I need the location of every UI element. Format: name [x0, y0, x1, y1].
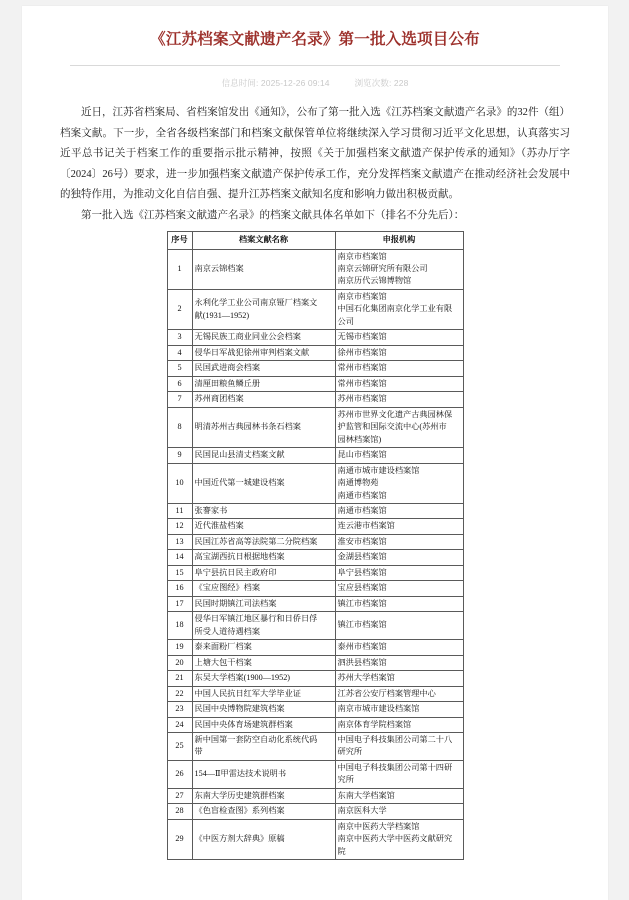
column-header-name: 档案文献名称 [192, 232, 335, 249]
cell-organization [335, 565, 463, 580]
organization-line: 连云港市档案馆 [337, 521, 395, 531]
cell-organization [335, 448, 463, 463]
organization-line: 南通市城市建设档案馆 [337, 465, 420, 475]
table-row [167, 733, 463, 761]
table-row [167, 249, 463, 289]
document-name-line: 新中国第一套防空自动化系统代码 [194, 735, 318, 744]
organization-line: 无锡市档案馆 [337, 332, 387, 342]
cell-organization [335, 407, 463, 447]
cell-index: 3 [167, 330, 192, 345]
organization-line: 镇江市档案馆 [337, 620, 387, 630]
cell-index: 6 [167, 376, 192, 391]
cell-document-name [192, 519, 335, 534]
cell-document-name [192, 407, 335, 447]
cell-organization [335, 819, 463, 859]
table-row [167, 565, 463, 580]
document-name-line: 东南大学历史建筑群档案 [194, 790, 285, 800]
heritage-listing-table [167, 231, 464, 860]
document-name-line: 永利化学工业公司南京铔厂档案文 [194, 298, 318, 308]
document-name-line: 献(1931—1952) [194, 310, 250, 320]
table-row [167, 596, 463, 611]
document-name-line: 所受人道待遇档案 [194, 626, 261, 636]
document-name-line: 《色盲检查图》系列档案 [194, 806, 285, 816]
cell-organization [335, 503, 463, 518]
table-row [167, 392, 463, 407]
organization-line: 中国电子科技集团公司第十四研 [337, 762, 453, 772]
cell-organization [335, 717, 463, 732]
cell-document-name [192, 640, 335, 655]
cell-document-name [192, 788, 335, 803]
cell-document-name [192, 376, 335, 391]
organization-line: 泗洪县档案馆 [337, 657, 387, 667]
organization-line: 苏州大学档案馆 [337, 673, 395, 683]
cell-document-name [192, 565, 335, 580]
organization-line: 东南大学档案馆 [337, 790, 395, 800]
cell-index: 11 [167, 503, 192, 518]
cell-document-name [192, 671, 335, 686]
publish-time-value: 2025-12-26 09:14 [260, 78, 330, 89]
column-header-index: 序号 [167, 232, 192, 249]
cell-index: 24 [167, 717, 192, 732]
document-name-line: 民国中央博物院建筑档案 [194, 704, 285, 714]
organization-line: 究所 [337, 775, 354, 785]
document-name-line: 中国近代第一城建设档案 [194, 478, 285, 488]
view-count-value: 228 [393, 78, 409, 89]
organization-line: 阜宁县档案馆 [337, 567, 387, 577]
cell-organization [335, 289, 463, 329]
table-row [167, 463, 463, 503]
cell-index: 9 [167, 448, 192, 463]
table-row [167, 550, 463, 565]
cell-index: 23 [167, 702, 192, 717]
page-title: 《江苏档案文献遗产名录》第一批入选项目公布 [150, 31, 480, 48]
table-header-row [167, 232, 463, 249]
cell-organization [335, 596, 463, 611]
document-name-line: 《中医方剂大辞典》原稿 [194, 834, 285, 844]
table-row [167, 612, 463, 640]
organization-line: 昆山市档案馆 [337, 450, 387, 460]
cell-document-name [192, 655, 335, 670]
table-row [167, 289, 463, 329]
table-row [167, 345, 463, 360]
organization-line: 院 [337, 846, 346, 856]
table-row [167, 655, 463, 670]
cell-index: 15 [167, 565, 192, 580]
organization-line: 泰州市档案馆 [337, 642, 387, 652]
document-name-line: 张謇家书 [194, 505, 228, 515]
cell-organization [335, 249, 463, 289]
cell-index: 8 [167, 407, 192, 447]
cell-document-name [192, 448, 335, 463]
cell-organization [335, 804, 463, 819]
cell-document-name [192, 392, 335, 407]
organization-line: 常州市档案馆 [337, 378, 387, 388]
cell-index: 17 [167, 596, 192, 611]
organization-line: 江苏省公安厅档案管理中心 [337, 688, 436, 698]
organization-line: 镇江市档案馆 [337, 598, 387, 608]
cell-index: 20 [167, 655, 192, 670]
document-name-line: 无锡民族工商业同业公会档案 [194, 332, 301, 342]
document-name-line: 南京云锦档案 [194, 264, 244, 273]
organization-line: 金湖县档案馆 [337, 552, 387, 562]
cell-index: 26 [167, 760, 192, 788]
cell-document-name [192, 686, 335, 701]
cell-organization [335, 463, 463, 503]
cell-document-name [192, 361, 335, 376]
article-meta [60, 77, 570, 89]
cell-index: 28 [167, 804, 192, 819]
cell-index: 27 [167, 788, 192, 803]
cell-document-name [192, 819, 335, 859]
cell-organization [335, 655, 463, 670]
document-name-line: 民国武进商会档案 [194, 363, 261, 373]
article-body [60, 103, 570, 226]
organization-line: 研究所 [337, 747, 363, 757]
cell-organization [335, 519, 463, 534]
document-name-line: 上塘大包干档案 [194, 657, 252, 667]
table-row [167, 819, 463, 859]
organization-line: 苏州市世界文化遗产古典园林保 [337, 409, 453, 419]
cell-organization [335, 330, 463, 345]
cell-organization [335, 612, 463, 640]
table-row [167, 330, 463, 345]
cell-document-name [192, 733, 335, 761]
cell-index: 12 [167, 519, 192, 534]
cell-index: 21 [167, 671, 192, 686]
organization-line: 护监管和国际交流中心(苏州市 [337, 422, 447, 432]
cell-index: 7 [167, 392, 192, 407]
cell-organization [335, 392, 463, 407]
table-row [167, 804, 463, 819]
organization-line: 南京体育学院档案馆 [337, 719, 412, 729]
cell-document-name [192, 345, 335, 360]
body-paragraph-1: 近日，江苏省档案局、省档案馆发出《通知》，公布了第一批入选《江苏档案文献遗产名录》的32件（组）档案文献。下一步，全省各级档案部门和档案文献保管单位将继续深入学习贯彻习近平文化思想，认真落实习近平总书记关于档案工作的重要指示批示精神，按照《关于加强档案文献遗产保护传承的通知》（苏办厅字〔2024〕26号）要求，进一步加强档案文献遗产保护传承工作，充分发挥档案文献遗产在推动经济社会发展中的独特作用，为推动文化自信自强、提升江苏档案文献知名度和影响力做出积极贡献。 [60, 107, 570, 201]
cell-index: 10 [167, 463, 192, 503]
cell-document-name [192, 596, 335, 611]
table-row [167, 448, 463, 463]
article-card [22, 6, 608, 900]
cell-organization [335, 345, 463, 360]
cell-document-name [192, 804, 335, 819]
cell-index: 29 [167, 819, 192, 859]
cell-document-name [192, 330, 335, 345]
cell-index: 5 [167, 361, 192, 376]
organization-line: 淮安市档案馆 [337, 536, 387, 546]
cell-organization [335, 760, 463, 788]
organization-line: 中国电子科技集团公司第二十八 [337, 735, 453, 744]
cell-organization [335, 671, 463, 686]
document-name-line: 民国时期镇江司法档案 [194, 598, 277, 608]
cell-index: 19 [167, 640, 192, 655]
organization-line: 园林档案馆) [337, 434, 382, 444]
cell-document-name [192, 612, 335, 640]
table-row [167, 361, 463, 376]
document-name-line: 民国中央体育场建筑群档案 [194, 719, 293, 729]
table-row [167, 760, 463, 788]
listing-table-zone [60, 231, 570, 860]
cell-organization [335, 702, 463, 717]
cell-document-name [192, 249, 335, 289]
organization-line: 南京云锦研究所有限公司 [337, 264, 428, 273]
cell-organization [335, 534, 463, 549]
document-name-line: 带 [194, 747, 203, 757]
cell-document-name [192, 534, 335, 549]
organization-line: 南京历代云锦博物馆 [337, 276, 412, 286]
cell-document-name [192, 581, 335, 596]
cell-index: 4 [167, 345, 192, 360]
publish-time-label: 信息时间: [221, 78, 259, 89]
organization-line: 公司 [337, 316, 354, 326]
document-name-line: 侵华日军镇江地区暴行和日侨日俘 [194, 614, 318, 624]
organization-line: 南京医科大学 [337, 806, 387, 816]
document-name-line: 清厘田粮鱼鳞丘册 [194, 378, 261, 388]
cell-organization [335, 376, 463, 391]
document-name-line: 苏州商团档案 [194, 394, 244, 404]
table-row [167, 671, 463, 686]
document-name-line: 中国人民抗日红军大学毕业证 [194, 688, 301, 698]
table-row [167, 503, 463, 518]
title-divider [70, 65, 560, 66]
cell-organization [335, 550, 463, 565]
cell-document-name [192, 463, 335, 503]
cell-index: 16 [167, 581, 192, 596]
cell-organization [335, 733, 463, 761]
table-row [167, 376, 463, 391]
document-name-line: 明清苏州古典园林书条石档案 [194, 422, 301, 432]
document-name-line: 民国昆山县清丈档案文献 [194, 450, 285, 460]
table-row [167, 686, 463, 701]
organization-line: 苏州市档案馆 [337, 394, 387, 404]
cell-organization [335, 640, 463, 655]
cell-index: 14 [167, 550, 192, 565]
organization-line: 常州市档案馆 [337, 363, 387, 373]
cell-index: 18 [167, 612, 192, 640]
cell-index: 13 [167, 534, 192, 549]
document-name-line: 泰来面粉厂档案 [194, 642, 252, 652]
document-name-line: 高宝湖西抗日根据地档案 [194, 552, 285, 562]
organization-line: 宝应县档案馆 [337, 583, 387, 593]
cell-organization [335, 686, 463, 701]
cell-index: 1 [167, 249, 192, 289]
document-name-line: 近代淮盐档案 [194, 521, 244, 531]
organization-line: 南京市档案馆 [337, 251, 387, 261]
cell-document-name [192, 289, 335, 329]
organization-line: 南通市档案馆 [337, 505, 387, 515]
organization-line: 中国石化集团南京化学工业有限 [337, 304, 453, 314]
organization-line: 徐州市档案馆 [337, 347, 387, 357]
cell-index: 22 [167, 686, 192, 701]
cell-index: 25 [167, 733, 192, 761]
table-row [167, 702, 463, 717]
table-row [167, 640, 463, 655]
column-header-organization: 申报机构 [335, 232, 463, 249]
cell-organization [335, 361, 463, 376]
organization-line: 南京市档案馆 [337, 291, 387, 301]
organization-line: 南通市档案馆 [337, 490, 387, 500]
cell-document-name [192, 717, 335, 732]
document-name-line: 侵华日军战犯徐州审判档案文献 [194, 347, 310, 357]
view-count-label: 浏览次数: [354, 78, 392, 89]
document-name-line: 阜宁县抗日民主政府印 [194, 567, 277, 577]
table-head [167, 232, 463, 249]
organization-line: 南京中医药大学中医药文献研究 [337, 834, 453, 844]
table-row [167, 519, 463, 534]
cell-organization [335, 581, 463, 596]
document-name-line: 东吴大学档案(1900—1952) [194, 673, 291, 683]
body-paragraph-2: 第一批入选《江苏档案文献遗产名录》的档案文献具体名单如下（排名不分先后）： [81, 209, 465, 221]
document-name-line: 民国江苏省高等法院第二分院档案 [194, 536, 318, 546]
table-row [167, 407, 463, 447]
table-row [167, 717, 463, 732]
organization-line: 南通博物苑 [337, 478, 379, 488]
organization-line: 南京中医药大学档案馆 [337, 821, 420, 831]
table-row [167, 581, 463, 596]
cell-document-name [192, 503, 335, 518]
cell-document-name [192, 550, 335, 565]
cell-document-name [192, 702, 335, 717]
table-body [167, 249, 463, 860]
cell-document-name [192, 760, 335, 788]
document-name-line: 《宝应图经》档案 [194, 583, 261, 593]
organization-line: 南京市城市建设档案馆 [337, 704, 420, 714]
cell-organization [335, 788, 463, 803]
table-row [167, 788, 463, 803]
table-row [167, 534, 463, 549]
document-name-line: 154—Ⅱ甲雷达技术说明书 [194, 769, 287, 779]
cell-index: 2 [167, 289, 192, 329]
